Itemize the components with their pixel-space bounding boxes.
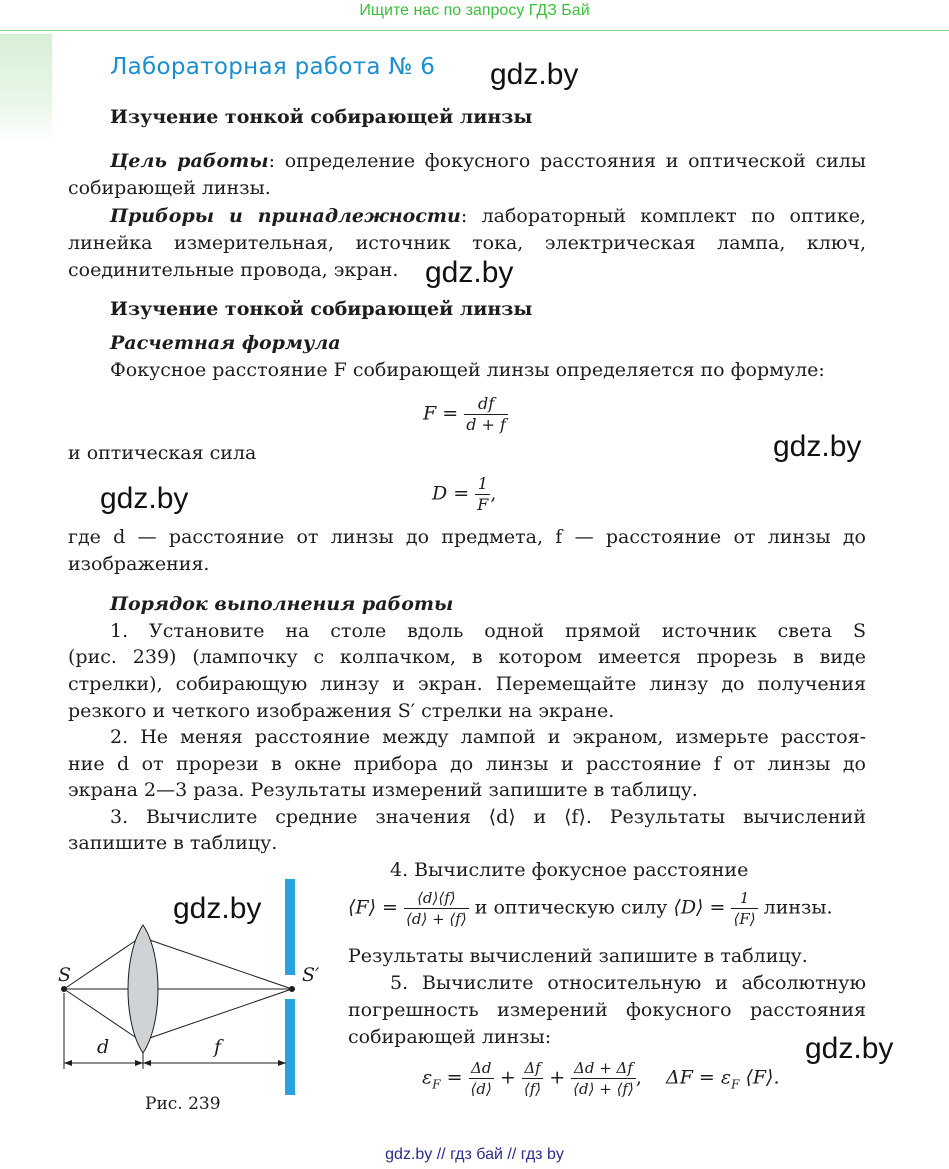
err-abs-tail: ⟨F⟩. bbox=[745, 1066, 780, 1089]
err-plus-1: + bbox=[499, 1066, 516, 1089]
err-eps-sub: F bbox=[432, 1077, 441, 1092]
step3-text: 3. Вычислите средние значения ⟨d⟩ и ⟨f⟩. Результаты вычислений bbox=[110, 806, 866, 828]
equipment-line-2: линейка измерительная, источник тока, электрическая лампа, ключ, bbox=[68, 232, 866, 254]
step4-D-den: ⟨F⟩ bbox=[733, 910, 756, 928]
err-eps: ε bbox=[422, 1066, 433, 1089]
step4-F-fraction bbox=[404, 888, 469, 929]
where-line-1: где d — расстояние от линзы до предмета, f — расстояние от линзы до bbox=[68, 526, 866, 548]
formula-label: Расчетная формула bbox=[110, 332, 341, 354]
top-banner[interactable]: Ищите нас по запросу ГДЗ Бай bbox=[359, 2, 590, 19]
equipment-line-3: соединительные провода, экран. bbox=[68, 259, 399, 281]
err-frac-2 bbox=[522, 1058, 543, 1099]
formula-D-fraction bbox=[475, 474, 490, 515]
step5-line-1 bbox=[348, 970, 866, 997]
formula-F-fraction bbox=[464, 394, 508, 435]
step4-F-den: ⟨d⟩ + ⟨f⟩ bbox=[406, 910, 467, 928]
err-frac-3-den: ⟨d⟩ + ⟨f⟩ bbox=[573, 1080, 634, 1098]
formula-F-den: d + f bbox=[466, 415, 506, 434]
step2-line-2: ние d от прорези в окне прибора до линзы и расстояние f от линзы до bbox=[68, 753, 866, 775]
step2-line-3: экрана 2—3 раза. Результаты измерений запишите в таблицу. bbox=[68, 779, 698, 801]
ray-top-2 bbox=[141, 937, 292, 989]
err-frac-3-num: Δd + Δf bbox=[571, 1058, 636, 1079]
formula-D-tail: , bbox=[490, 482, 497, 505]
step5-line-3: собирающей линзы: bbox=[348, 1026, 552, 1048]
formula-F bbox=[423, 394, 508, 435]
point-S-prime bbox=[289, 986, 295, 992]
goal-line-2: собирающей линзы. bbox=[68, 177, 271, 199]
side-decoration bbox=[0, 34, 52, 144]
formula-F-num: df bbox=[464, 394, 508, 415]
step4-D-num: 1 bbox=[731, 888, 757, 909]
step5-line-2: погрешность измерений фокусного расстояния bbox=[348, 999, 866, 1021]
lab-subtitle: Изучение тонкой собирающей линзы bbox=[110, 106, 533, 128]
step3-line-2: запишите в таблицу. bbox=[68, 832, 278, 854]
err-frac-1-den: ⟨d⟩ bbox=[470, 1080, 492, 1098]
err-eq: = bbox=[446, 1066, 463, 1089]
err-plus-2: + bbox=[549, 1066, 566, 1089]
formula-D-den: F bbox=[477, 495, 489, 514]
watermark: gdz.by bbox=[173, 892, 262, 925]
goal-label: Цель работы bbox=[110, 150, 269, 172]
step4-F-num: ⟨d⟩⟨f⟩ bbox=[404, 888, 469, 909]
watermark: gdz.by bbox=[490, 58, 579, 91]
step1-line-3: стрелки), собирающую линзу и экран. Перемещайте линзу до получения bbox=[68, 673, 866, 695]
figure-caption: Рис. 239 bbox=[145, 1094, 221, 1114]
error-formula bbox=[422, 1058, 780, 1099]
step4-mid-text: и оптическую силу bbox=[474, 896, 668, 919]
step1-line-2: (рис. 239) (лампочку с колпачком, в котором имеется прорезь в виде bbox=[68, 646, 866, 668]
formula-D-lhs: D = bbox=[432, 482, 470, 505]
err-comma: , bbox=[635, 1066, 642, 1089]
step2-line-1 bbox=[68, 724, 866, 751]
step5-text: 5. Вычислите относительную и абсолютную bbox=[390, 972, 866, 994]
optical-intro: и оптическая сила bbox=[68, 442, 257, 464]
section-title: Изучение тонкой собирающей линзы bbox=[110, 298, 533, 320]
err-frac-2-num: Δf bbox=[522, 1058, 543, 1079]
label-S: S bbox=[58, 964, 72, 986]
step4-D-fraction bbox=[731, 888, 757, 929]
err-abs-sub: F bbox=[731, 1077, 740, 1092]
step3-line-1 bbox=[68, 804, 866, 831]
focal-intro: Фокусное расстояние F собирающей линзы определяется по формуле: bbox=[110, 359, 825, 381]
step4-D-lhs: ⟨D⟩ = bbox=[673, 896, 726, 919]
label-f: f bbox=[214, 1036, 222, 1058]
step2-text: 2. Не меняя расстояние между лампой и экраном, измерьте расстоя- bbox=[110, 726, 866, 748]
err-abs: ΔF = ε bbox=[665, 1066, 732, 1089]
top-divider bbox=[0, 30, 949, 31]
equipment-label: Приборы и принадлежности bbox=[110, 205, 461, 227]
label-d: d bbox=[97, 1036, 110, 1058]
step4-line-1: 4. Вычислите фокусное расстояние bbox=[390, 859, 749, 881]
footer-links[interactable]: gdz.by // гдз бай // гдз by bbox=[385, 1146, 564, 1163]
step4-F-lhs: ⟨F⟩ = bbox=[348, 896, 398, 919]
equipment-text: : лабораторный комплект по оптике, bbox=[460, 205, 866, 227]
figure-239-diagram bbox=[50, 875, 340, 1095]
formula-F-lhs: F = bbox=[423, 402, 459, 425]
goal-text: : определение фокусного расстояния и оптической силы bbox=[268, 150, 866, 172]
lab-title: Лабораторная работа № 6 bbox=[110, 54, 436, 80]
watermark: gdz.by bbox=[100, 482, 189, 515]
screen-top bbox=[285, 879, 295, 975]
where-line-2: изображения. bbox=[68, 553, 210, 575]
procedure-title: Порядок выполнения работы bbox=[110, 593, 454, 615]
step4-tail: линзы. bbox=[763, 896, 833, 919]
watermark: gdz.by bbox=[805, 1032, 894, 1065]
step4-formula bbox=[348, 888, 833, 929]
watermark: gdz.by bbox=[425, 256, 514, 289]
step1-line-1 bbox=[68, 618, 866, 645]
point-S bbox=[61, 986, 67, 992]
label-S-prime: S′ bbox=[302, 964, 320, 986]
goal-line-1 bbox=[68, 148, 866, 175]
equipment-line-1 bbox=[68, 203, 866, 230]
lens bbox=[128, 925, 158, 1053]
err-frac-1 bbox=[469, 1058, 494, 1099]
err-frac-1-num: Δd bbox=[469, 1058, 494, 1079]
watermark: gdz.by bbox=[773, 430, 862, 463]
step1-text: 1. Установите на столе вдоль одной прямой источник света S bbox=[110, 620, 866, 642]
ray-bottom-2 bbox=[141, 989, 292, 1041]
formula-D-num: 1 bbox=[475, 474, 490, 495]
step4-line-3: Результаты вычислений запишите в таблицу. bbox=[348, 945, 808, 967]
screen-bottom bbox=[285, 999, 295, 1095]
formula-D bbox=[432, 474, 496, 515]
step1-line-4: резкого и четкого изображения S′ стрелки на экране. bbox=[68, 700, 615, 722]
err-frac-3 bbox=[571, 1058, 636, 1099]
err-frac-2-den: ⟨f⟩ bbox=[523, 1080, 542, 1098]
